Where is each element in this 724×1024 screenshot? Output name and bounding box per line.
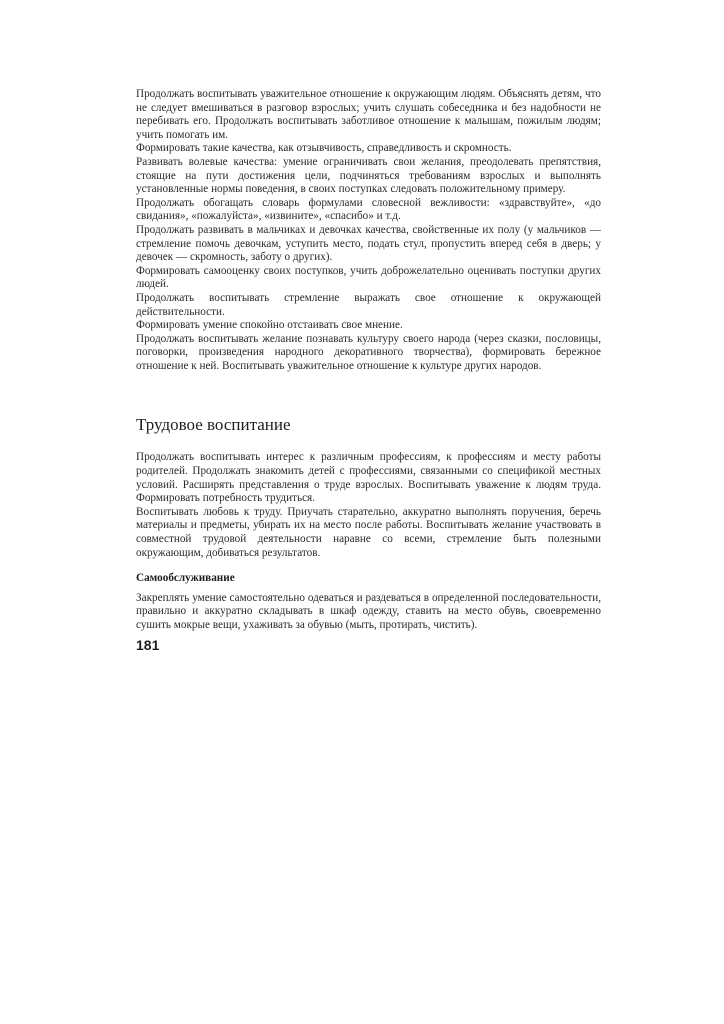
paragraph: Развивать волевые качества: умение ограничивать свои желания, преодолевать препятствия, стоящие на пути достижения цели, подчиняться требованиям взрослых и выполнять установленные нормы поведения, в своих поступках следовать положительному примеру. <box>136 155 601 196</box>
paragraph: Продолжать развивать в мальчиках и девочках качества, свойственные их полу (у мальчиков — стремление помочь девочкам, уступить место, подать стул, пропустить вперед себя в дверь; у девочек — скромность, заботу о других). <box>136 223 601 264</box>
paragraph: Продолжать воспитывать интерес к различным профессиям, к профессиям и месту работы родителей. Продолжать знакомить детей с профессиями, связанными со спецификой местных условий. Расширять представления о труде взрослых. Воспитывать уважение к людям труда. Формировать потребность трудиться. <box>136 451 601 505</box>
document-page <box>136 88 601 654</box>
paragraph: Воспитывать любовь к труду. Приучать старательно, аккуратно выполнять поручения, беречь материалы и предметы, убирать их на место после работы. Воспитывать желание участвовать в совместной трудовой деятельности наравне со всеми, стремление быть полезными окружающим, добиваться результатов. <box>136 505 601 559</box>
paragraph: Продолжать воспитывать желание познавать культуру своего народа (через сказки, пословицы, поговорки, произведения народного декоративного творчества), формировать бережное отношение к ней. Воспитывать уважительное отношение к культуре других народов. <box>136 332 601 372</box>
paragraph: Формировать такие качества, как отзывчивость, справедливость и скромность. <box>136 142 512 155</box>
paragraph: Формировать самооценку своих поступков, учить доброжелательно оценивать поступки других людей. <box>136 264 601 291</box>
paragraph: Продолжать воспитывать стремление выражать свое отношение к окружающей действительности. <box>136 291 601 318</box>
subsection-title: Самообслуживание <box>136 572 235 585</box>
paragraph: Формировать умение спокойно отстаивать свое мнение. <box>136 319 403 332</box>
page-number: 181 <box>136 636 160 653</box>
paragraph: Продолжать воспитывать уважительное отношение к окружающим людям. Объяснять детям, что не следует вмешиваться в разговор взрослых; учить слушать собеседника и без надобности не перебивать его. Продолжать воспитывать заботливое отношение к малышам, пожилым людям; учить помогать им. <box>136 88 601 141</box>
section-title: Трудовое воспитание <box>136 415 291 435</box>
paragraph: Продолжать обогащать словарь формулами словесной вежливости: «здравствуйте», «до свидания», «пожалуйста», «извините», «спасибо» и т.д. <box>136 196 601 223</box>
paragraph: Закреплять умение самостоятельно одеваться и раздеваться в определенной последовательности, правильно и аккуратно складывать в шкаф одежду, ставить на место обувь, своевременно сушить мокрые вещи, ухаживать за обувью (мыть, протирать, чистить). <box>136 591 601 631</box>
